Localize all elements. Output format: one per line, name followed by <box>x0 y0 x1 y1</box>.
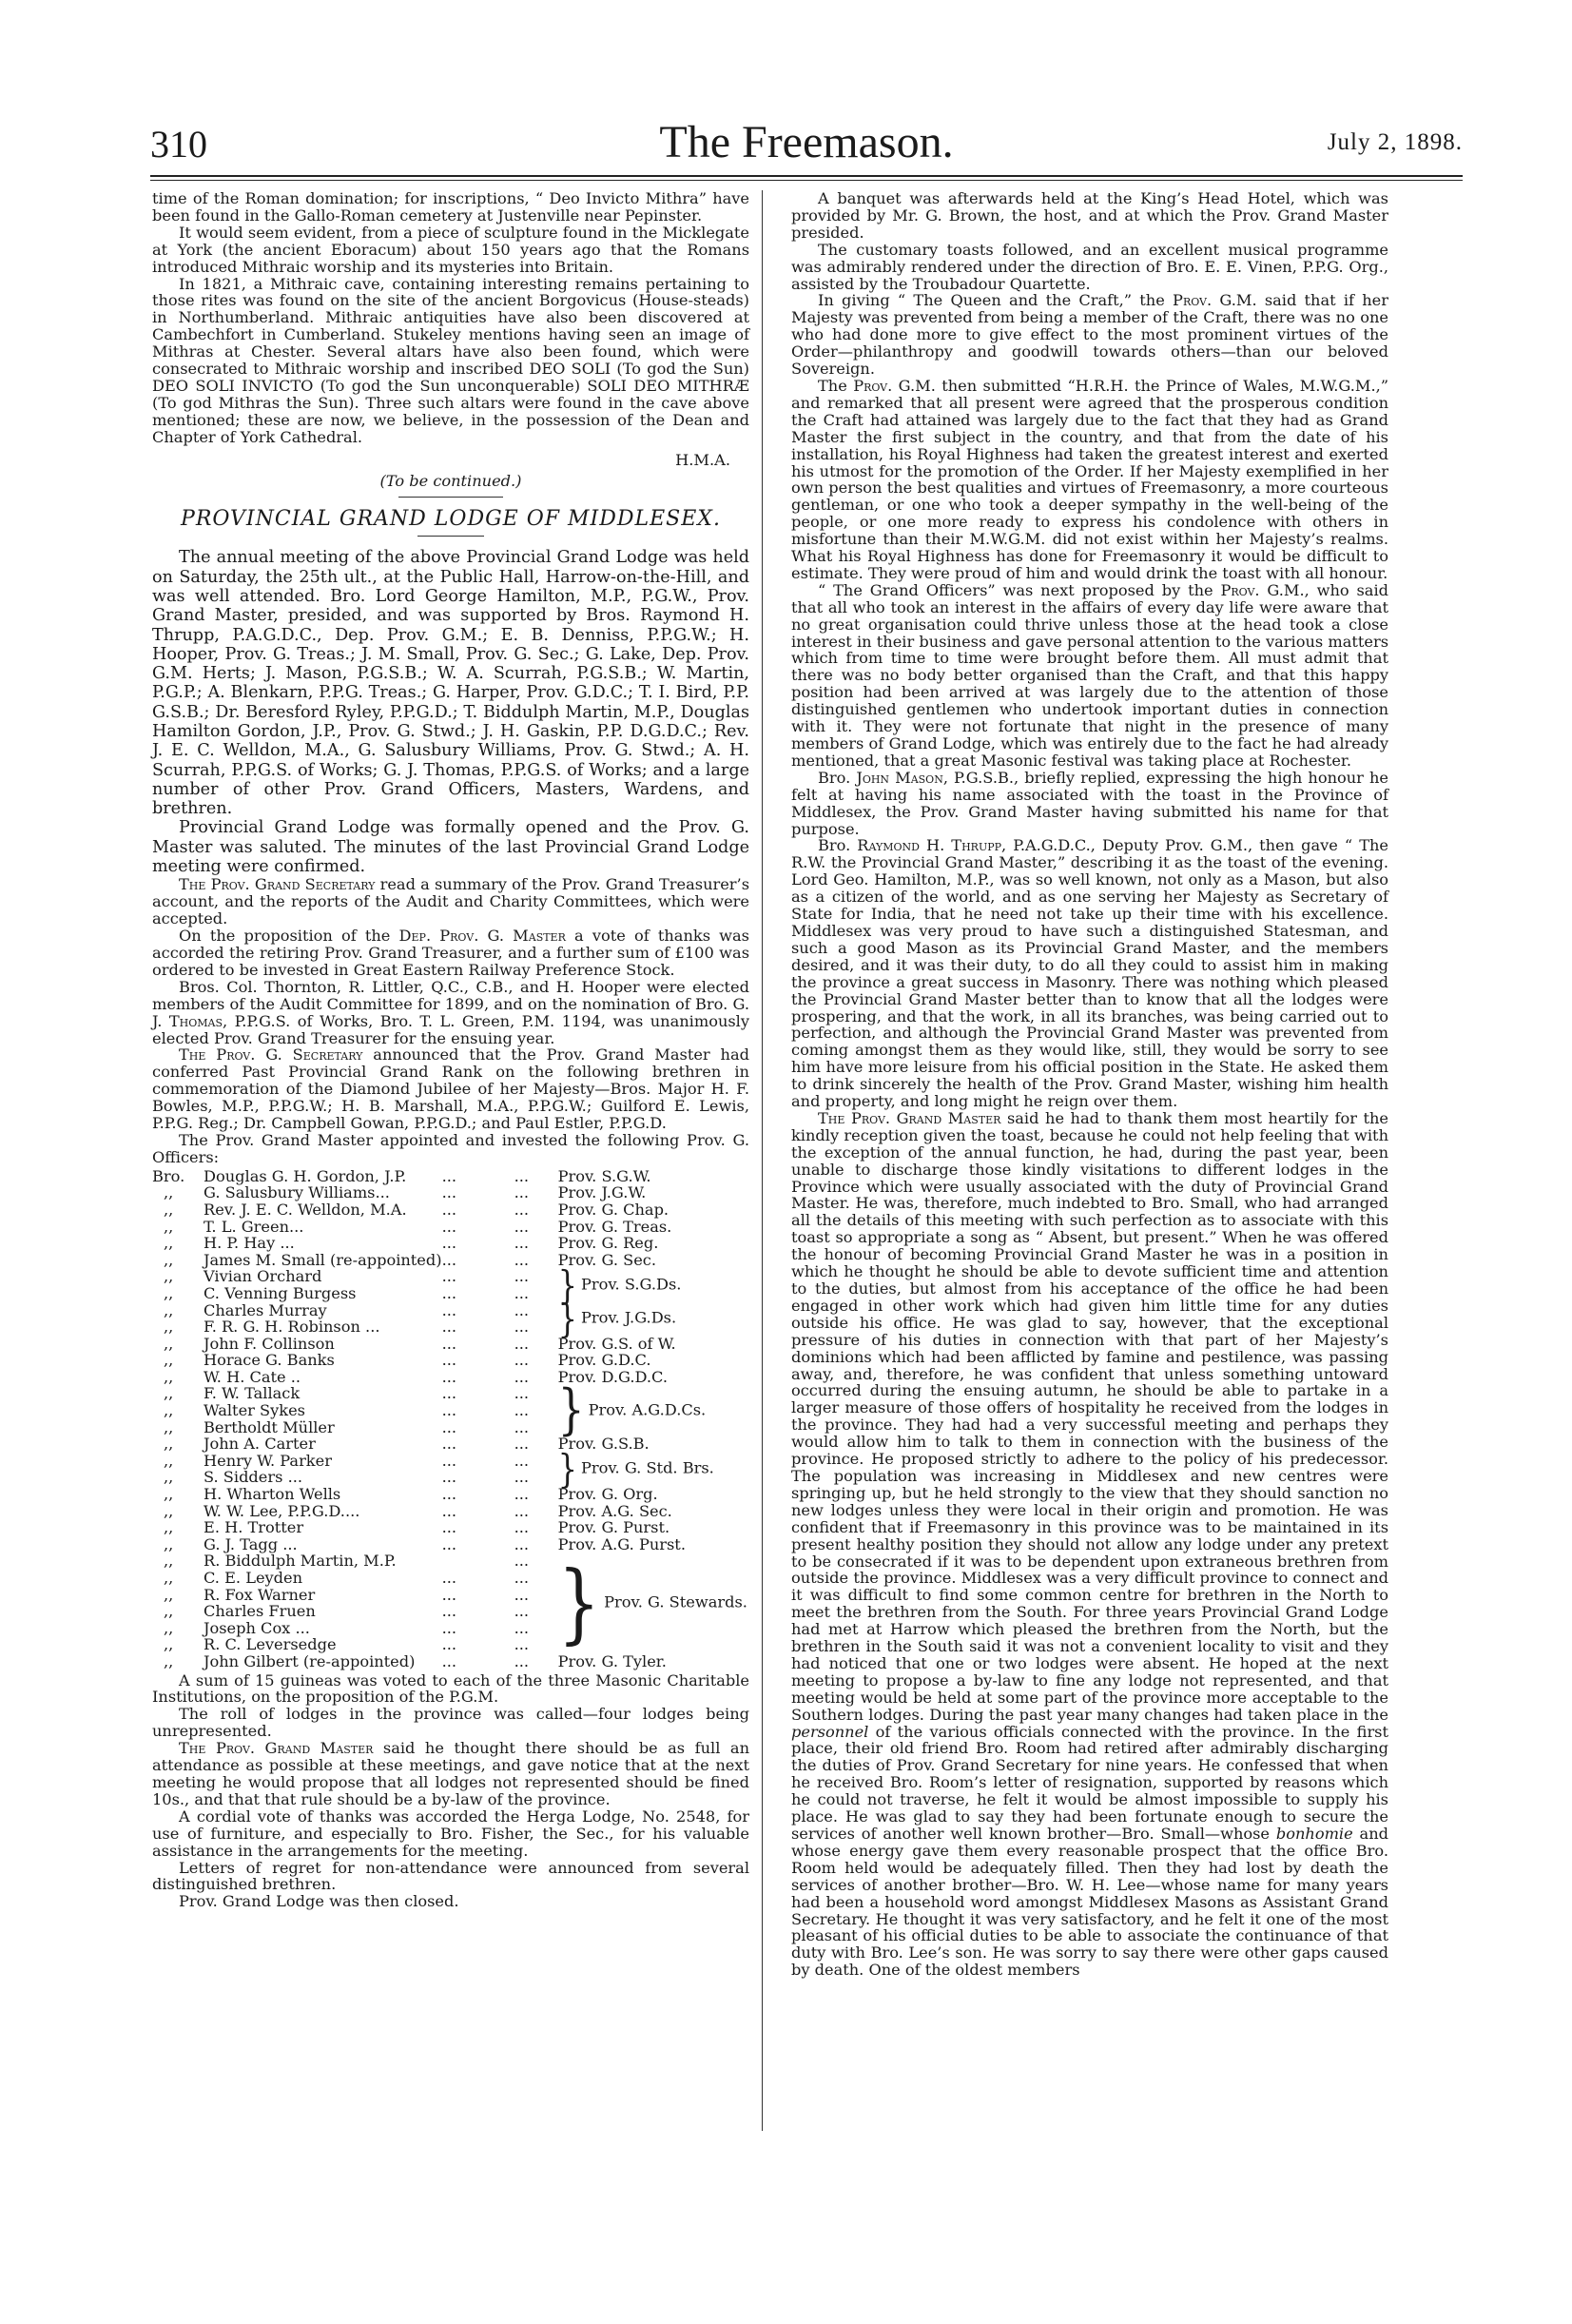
leader-dots: ... <box>514 1451 530 1470</box>
paragraph: The Prov. Grand Master appointed and invested the following Prov. G. Officers: <box>152 1130 749 1166</box>
leader-dots: ... <box>441 1300 457 1319</box>
table-row <box>152 1252 749 1269</box>
paragraph-text: a vote of thanks was accorded the retiring Prov. Grand Treasurer, and a further sum of £100 was ordered to be invested in Great Eastern Railway Preference Stock. <box>152 927 749 979</box>
small-caps-name: Prov. <box>853 376 893 395</box>
ditto-mark: ,, <box>164 1518 174 1537</box>
paragraph-text: Bro. <box>818 768 857 787</box>
ditto-mark: ,, <box>164 1451 174 1470</box>
leader-dots: ... <box>514 1166 530 1185</box>
paragraph-text: On the proposition of the <box>179 927 399 946</box>
officer-title: Prov. G.S. of W. <box>557 1334 676 1353</box>
leader-dots: ... <box>441 1585 457 1604</box>
paragraph-text: announced that the Prov. Grand Master had conferred Past Provincial Grand Rank on the following brethren in commemoration of the Diamond Jubilee of her Majesty—Bros. Major H. F. Bowles, M.P., P.P.G.W.; H. B. Marshall, M.A., P.P.G.W.; Guilford E. Lewis, P.P.G. Reg.; Dr. Campbell Gowan, P.P.G.D.; and Paul Estler, P.P.G.D. <box>152 1045 749 1133</box>
leader-dots: ... <box>514 1283 530 1302</box>
masthead-rule-thin <box>150 180 1463 181</box>
leader-dots: ... <box>514 1468 530 1487</box>
paragraph: In 1821, a Mithraic cave, containing interesting remains pertaining to those rites was found on the site of the ancient Borgovicus (House-steads) in Northumberland. Mithraic antiquities have also been discovered at Cambechfort in Cumberland. Stukeley mentions having seen an image of Mithras at Chester. Several altars have also been found, which were consecrated to Mithraic worship and inscribed DEO SOLI (To god the Sun) DEO SOLI INVICTO (To god the Sun unconquerable) SOLI DEO MITHRÆ (To god Mithras the Sun). Three such altars were found in the cave above mentioned; these are now, we believe, in the possession of the Dean and Chapter of York Cathedral. <box>152 274 749 446</box>
lead-block <box>152 548 749 876</box>
paragraph: time of the Roman domination; for inscriptions, “ Deo Invicto Mithra” have been found in the Gallo-Roman cemetery at Justenville near Pepinster. <box>152 189 749 225</box>
officer-title: Prov. G. Std. Brs. <box>580 1458 714 1477</box>
officer-title: Prov. J.G.Ds. <box>580 1308 677 1327</box>
ditto-mark: ,, <box>164 1217 174 1236</box>
officer-title: Prov. G.S.B. <box>557 1435 650 1454</box>
column-divider <box>762 190 763 2131</box>
leader-dots: ... <box>441 1435 457 1454</box>
ditto-mark: ,, <box>164 1200 174 1219</box>
paragraph-text: Bros. Col. Thornton, R. Littler, Q.C., C.B., and H. Hooper were elected members of the Audit Committee for 1899, and on the nomination of Bro. G. J. <box>152 977 749 1030</box>
paragraph-text: In giving “ The Queen and the Craft,” the <box>818 291 1174 310</box>
small-caps-name: Prov. <box>1173 291 1213 310</box>
page-number: 310 <box>150 123 207 166</box>
leader-dots: ... <box>514 1318 530 1337</box>
paragraph <box>791 582 1388 770</box>
leader-dots: ... <box>441 1351 457 1370</box>
leader-dots: ... <box>441 1200 457 1219</box>
officer-group-title <box>558 1553 749 1653</box>
ditto-mark: ,, <box>164 1534 174 1553</box>
leader-dots: ... <box>441 1468 457 1487</box>
ditto-mark: ,, <box>164 1569 174 1588</box>
leader-dots: ... <box>514 1183 530 1202</box>
table-row <box>152 1168 749 1185</box>
leader-dots: ... <box>441 1485 457 1504</box>
small-caps-name: The Prov. Grand Secretary <box>179 875 376 894</box>
small-caps-name: The Prov. G. Secretary <box>179 1045 363 1064</box>
officer-name: Henry W. Parker <box>204 1451 332 1470</box>
small-caps-name: Dep. Prov. G. Master <box>398 927 566 946</box>
continued-note: (To be continued.) <box>379 471 522 490</box>
paragraph-text: , P.A.G.D.C., Deputy Prov. G.M., then gave “ The R.W. the Provincial Grand Master,” describing it as the toast of the evening. Lord Geo. Hamilton, M.P., was so well known, not only as a Mason, but also as a citizen of the world, and as one serving her Majesty as Secretary of State for India, that he need not take up their time with his excellence. Middlesex was very proud to have such a distinguished Statesman, and such a good Mason as its Provincial Grand Master, and the members desired, and it was their duty, to do all they could to assist him in making the province a great success in Masonry. There was nothing which pleased the Provincial Grand Master better than to know that all the lodges were prospering, and that the work, in all its branches, was being carried out to perfection, and although the Provincial Grand Master was prevented from coming amongst them as they would like, still, they would be sorry to see him have more leisure from his official position in the State. He asked them to drink sincerely the health of the Prov. Grand Master, wishing him health and property, and long might he reign over them. <box>791 836 1389 1111</box>
paragraph: A sum of 15 guineas was voted to each of the three Masonic Charitable Institutions, on the proposition of the P.G.M. <box>152 1670 749 1707</box>
leader-dots: ... <box>441 1267 457 1286</box>
paragraph-text: of the various officials connected with the province. In the first place, their old friend Bro. Room had retired after admirably discharging the duties of Prov. Grand Secretary for nine years. He confessed that when he received Bro. Room’s letter of resignation, supported by reasons which he could not traverse, he felt it would be almost impossible to supply his place. He was glad to say they had been fortunate enough to secure the services of another well known brother—Bro. Small—whose <box>791 1722 1388 1843</box>
leader-dots: ... <box>441 1651 457 1670</box>
officer-title: Prov. S.G.W. <box>557 1166 651 1185</box>
leader-dots: ... <box>514 1367 530 1386</box>
leader-dots: ... <box>441 1635 457 1654</box>
paragraph: A banquet was afterwards held at the King’s Head Hotel, which was provided by Mr. G. Brown, the host, and at which the Prov. Grand Master presided. <box>791 189 1388 242</box>
brace-glyph: } <box>557 1378 585 1442</box>
officer-group-title <box>557 1261 749 1309</box>
officer-title: Prov. G. Purst. <box>557 1518 670 1537</box>
ditto-mark: ,, <box>164 1234 174 1253</box>
officer-title: Prov. G. Reg. <box>557 1234 659 1253</box>
ditto-mark: ,, <box>164 1585 174 1604</box>
leader-dots: ... <box>514 1635 530 1654</box>
leader-dots: ... <box>514 1217 530 1236</box>
ditto-mark: ,, <box>164 1618 174 1637</box>
leader-dots: ... <box>514 1401 530 1420</box>
small-caps-name: The Prov. Grand Master <box>179 1739 374 1758</box>
officer-title: Prov. D.G.D.C. <box>557 1367 669 1386</box>
small-caps-name: The Prov. Grand Master <box>818 1108 1001 1127</box>
table-row <box>152 1369 749 1386</box>
leader-dots: ... <box>441 1569 457 1588</box>
paragraph-text: Bro. <box>818 836 858 855</box>
officer-name: S. Sidders ... <box>204 1468 303 1487</box>
officer-name: W. H. Cate .. <box>204 1367 301 1386</box>
ditto-mark: ,, <box>164 1250 174 1269</box>
officer-name: John Gilbert (re-appointed) <box>204 1651 416 1670</box>
leader-dots: ... <box>441 1401 457 1420</box>
paragraph: The annual meeting of the above Provincial Grand Lodge was held on Saturday, the 25th ult., at the Public Hall, Harrow-on-the-Hill, and was well attended. Bro. Lord George Hamilton, M.P., P.G.W., Prov. Grand Master, presided, and was supported by Bros. Raymond H. Thrupp, P.A.G.D.C., Dep. Prov. G.M.; E. B. Denniss, P.P.G.W.; H. Hooper, Prov. G. Treas.; J. M. Small, Prov. G. Sec.; G. Lake, Dep. Prov. G.M. Herts; J. Mason, P.G.S.B.; W. A. Scurrah, P.G.S.B.; W. Martin, P.G.P.; A. Blenkarn, P.P.G. Treas.; G. Harper, Prov. G.D.C.; T. I. Bird, P.P. G.S.B.; Dr. Beresford Ryley, P.P.G.D.; T. Biddulph Martin, M.P., Douglas Hamilton Gordon, J.P., Prov. G. Stwd.; J. H. Gaskin, P.P. D.G.D.C.; Rev. J. E. C. Welldon, M.A., G. Salusbury Williams, Prov. G. Stwd.; A. H. Scurrah, P.P.G.S. of Works; G. J. Thomas, P.P.G.S. of Works; and a large number of other Prov. Grand Officers, Masters, Wardens, and brethren. <box>152 548 749 819</box>
officer-name: Walter Sykes <box>204 1401 305 1420</box>
officer-name: T. L. Green... <box>204 1217 304 1236</box>
leader-dots: ... <box>514 1602 530 1621</box>
leader-dots: ... <box>514 1552 530 1571</box>
paragraph: Provincial Grand Lodge was formally opened and the Prov. G. Master was saluted. The minutes of the last Provincial Grand Lodge meeting were confirmed. <box>152 818 749 877</box>
right-column <box>791 190 1388 1979</box>
leader-dots: ... <box>514 1267 530 1286</box>
officer-name: Horace G. Banks <box>204 1351 335 1370</box>
leader-dots: ... <box>514 1300 530 1319</box>
leader-dots: ... <box>441 1534 457 1553</box>
leader-dots: ... <box>441 1367 457 1386</box>
officer-title: Prov. J.G.W. <box>557 1183 647 1202</box>
officer-name: W. W. Lee, P.P.G.D.... <box>204 1501 360 1520</box>
ditto-mark: ,, <box>164 1283 174 1302</box>
officer-name: John A. Carter <box>204 1435 316 1454</box>
table-row <box>152 1435 749 1453</box>
article-heading: PROVINCIAL GRAND LODGE OF MIDDLESEX. <box>181 507 721 532</box>
ditto-mark: ,, <box>164 1384 174 1403</box>
leader-dots: ... <box>441 1283 457 1302</box>
table-row <box>152 1336 749 1353</box>
table-row <box>152 1201 749 1219</box>
officer-name: Joseph Cox ... <box>204 1618 310 1637</box>
paragraph <box>791 837 1388 1110</box>
paragraph: Letters of regret for non-attendance were announced from several distinguished brethren. <box>152 1858 749 1894</box>
leader-dots: ... <box>514 1435 530 1454</box>
paragraph: A cordial vote of thanks was accorded the Herga Lodge, No. 2548, for use of furniture, and especially to Bro. Fisher, the Sec., for his valuable assistance in the arrangements for the meeting. <box>152 1806 749 1860</box>
small-caps-name: Raymond H. Thrupp <box>857 836 1002 855</box>
ditto-mark: ,, <box>164 1435 174 1454</box>
leader-dots: ... <box>514 1250 530 1269</box>
officer-name: Charles Murray <box>204 1300 327 1319</box>
leader-dots: ... <box>514 1534 530 1553</box>
leader-dots: ... <box>441 1183 457 1202</box>
leader-dots: ... <box>441 1318 457 1337</box>
table-row <box>152 1553 749 1570</box>
leader-dots: ... <box>514 1518 530 1537</box>
table-row <box>152 1486 749 1503</box>
section-divider <box>398 497 503 498</box>
table-row <box>152 1302 749 1319</box>
leader-dots: ... <box>441 1384 457 1403</box>
author-signature: H.M.A. <box>675 450 730 469</box>
leader-dots: ... <box>514 1651 530 1670</box>
ditto-mark: ,, <box>164 1651 174 1670</box>
table-row <box>152 1503 749 1520</box>
officer-name: R. Fox Warner <box>204 1585 316 1604</box>
paragraph <box>791 770 1388 838</box>
paragraph-text: G.M. said that if her Majesty was prevented from being a member of the Craft, there was no one who had done more to give effect to the most prominent virtues of the Order—philanthropy and goodwill towards others—than our beloved Sovereign. <box>791 291 1388 379</box>
leader-dots: ... <box>441 1250 457 1269</box>
paragraph-text: The <box>818 376 854 395</box>
table-row <box>152 1268 749 1285</box>
paragraph-text: said he had to thank them most heartily for the kindly reception given the toast, because he could not help feeling that with the exception of the annual function, he had, during the past year, been unable to discharge those kindly visitations to different lodges in the Province which were usually associated with the duty of Provincial Grand Master. He was, therefore, much indebted to Bro. Small, who had arranged all the details of this meeting with such perfection as to associate with this toast so appropriate a song as “ Absent, but present.” When he was offered the honour of becoming Provincial Grand Master he was in a position in which he thought he should be able to devote sufficient time and attention to the duties, but almost from his acceptance of the office he had been engaged in other work which had given him little time for any duties outside his office. He was glad to say, however, that the exceptional pressure of his duties in connection with that part of her Majesty’s dominions which had been afflicted by famine and pestilence, was passing away, and, therefore, he was confident that unless something untoward occurred during the ensuing autumn, he should be able to partake in a larger measure of those offers of hospitality he received from the lodges in the province. They had had a very successful meeting and perhaps they would allow him to talk to them in connection with the business of the province. He proposed strictly to adhere to the policy of his predecessor. The population was increasing in Middlesex and new centres were springing up, but he held strongly to the view that they should sanction no new lodges unless they were local in their origin and promotion. He was confident that if Freemasonry in this province was to be maintained in its present healthy position they should not allow any lodge under any pretext to be consecrated if it was to be dependent upon extraneous brethren from outside the province. Middlesex was a very difficult province to connect and it was difficult to find some common centre for brethren in the North to meet the brethren from the South. For three years Provincial Grand Lodge had met at Harrow which pleased the brethren from the North, but the brethren in the South said it was not a convenient locality to visit and they had noticed that one or two lodges were absent. He hoped at the next meeting to propose a by-law to fine any lodge not represented, and that meeting would be held at some part of the province more acceptable to the Southern lodges. During the past year many changes had taken place in the <box>791 1108 1388 1724</box>
ditto-mark: ,, <box>164 1602 174 1621</box>
leader-dots: ... <box>514 1351 530 1370</box>
officer-title: Prov. A.G. Purst. <box>557 1534 686 1553</box>
officer-group-title <box>557 1378 749 1442</box>
masthead <box>150 116 1463 173</box>
officer-name: F. W. Tallack <box>204 1384 301 1403</box>
ditto-mark: ,, <box>164 1485 174 1504</box>
leader-dots: ... <box>441 1334 457 1353</box>
paragraph-text: and whose energy gave them every reasonable prospect that the office Bro. Room held would be adequately filled. Then they had lost by death the services of another brother—Bro. W. H. Lee—whose name for many years had been a household word amongst Middlesex Masons as Assistant Grand Secretary. He thought it was very satisfactory, and he felt it one of the most pleasant of his official duties to be able to associate the continuance of that duty with Bro. Lee’s son. He was sorry to say there were other gaps caused by death. One of the oldest members <box>791 1825 1388 1980</box>
ditto-mark: ,, <box>164 1552 174 1571</box>
paragraph <box>152 1046 749 1132</box>
officers-table <box>152 1168 749 1670</box>
paragraph: The roll of lodges in the province was called—four lodges being unrepresented. <box>152 1705 749 1741</box>
ditto-mark: ,, <box>164 1334 174 1353</box>
brace-glyph: } <box>557 1552 601 1654</box>
paragraph <box>791 378 1388 582</box>
newspaper-title: The Freemason. <box>659 117 954 167</box>
paragraph <box>152 979 749 1047</box>
italic-word: personnel <box>791 1722 869 1741</box>
leader-dots: ... <box>441 1451 457 1470</box>
paragraph <box>152 1740 749 1808</box>
paragraph-text: , P.P.G.S. of Works, Bro. T. L. Green, P.M. 1194, was unanimously elected Prov. Grand Treasurer for the ensuing year. <box>152 1011 749 1047</box>
paragraph-text: “ The Grand Officers” was next proposed by the <box>818 580 1221 599</box>
officer-name: H. Wharton Wells <box>204 1485 341 1504</box>
leader-dots: ... <box>441 1217 457 1236</box>
heading-underline <box>417 536 484 537</box>
left-column <box>152 190 749 1910</box>
leader-dots: ... <box>514 1569 530 1588</box>
ditto-mark: ,, <box>164 1183 174 1202</box>
officer-title: Prov. S.G.Ds. <box>580 1275 682 1294</box>
leader-dots: ... <box>441 1602 457 1621</box>
ditto-mark: ,, <box>164 1635 174 1654</box>
leader-dots: ... <box>514 1234 530 1253</box>
officer-title: Prov. G. Sec. <box>557 1250 656 1269</box>
officer-name: R. C. Leversedge <box>204 1635 337 1654</box>
paragraph <box>152 928 749 979</box>
ditto-mark: ,, <box>164 1300 174 1319</box>
paragraph: It would seem evident, from a piece of sculpture found in the Micklegate at York (the ancient Eboracum) about 150 years ago that the Romans introduced Mithraic worship and its mysteries into Britain. <box>152 223 749 276</box>
paragraph-text: said he thought there should be as full an attendance as possible at these meetings, and gave notice that at the next meeting he would propose that all lodges not represented should be fined 10s., and that that rule should be a by-law of the province. <box>152 1739 750 1808</box>
officer-title: Prov. G.D.C. <box>557 1351 651 1370</box>
leader-dots: ... <box>514 1334 530 1353</box>
leader-dots: ... <box>514 1200 530 1219</box>
leader-dots: ... <box>514 1501 530 1520</box>
officer-title: Prov. G. Chap. <box>557 1200 670 1219</box>
paragraph <box>791 292 1388 378</box>
officer-name: R. Biddulph Martin, M.P. <box>204 1552 397 1571</box>
leader-dots: ... <box>514 1485 530 1504</box>
officer-name: E. H. Trotter <box>204 1518 304 1537</box>
table-row <box>152 1536 749 1553</box>
leader-dots: ... <box>441 1618 457 1637</box>
leader-dots: ... <box>441 1518 457 1537</box>
brace-glyph: } <box>557 1261 577 1309</box>
leader-dots: ... <box>514 1417 530 1436</box>
small-caps-name: Prov. <box>1220 580 1260 599</box>
masthead-rule <box>150 175 1463 177</box>
officer-name: Douglas G. H. Gordon, J.P. <box>204 1166 407 1185</box>
paragraph: The customary toasts followed, and an excellent musical programme was admirably rendered under the direction of Bro. E. E. Vinen, P.P.G. Org., assisted by the Troubadour Quartette. <box>791 240 1388 293</box>
paragraph-text: G.M., who said that all who took an interest in the affairs of every day life were aware that no great organisation could thrive unless those at the head took a close interest in their business and gave personal attention to the various matters which from time to time were brought before them. All must admit that there was no body better organised than the Craft, and that this happy position had been arrived at was largely due to the attention of those distinguished gentlemen who undertook important duties in connection with it. They were not fortunate that night in the presence of many members of Grand Lodge, which was entirely due to the fact he had already mentioned, that a great Masonic festival was taking place at Rochester. <box>791 580 1388 770</box>
officer-name: James M. Small (re-appointed) <box>204 1250 442 1269</box>
officer-title: Prov. G. Tyler. <box>557 1651 667 1670</box>
italic-word: bonhomie <box>1275 1825 1353 1843</box>
brace-glyph: } <box>557 1445 577 1494</box>
officer-group-title <box>557 1445 749 1494</box>
small-caps-name: John Mason <box>856 768 943 787</box>
ditto-mark: ,, <box>164 1468 174 1487</box>
ditto-mark: ,, <box>164 1417 174 1436</box>
officer-name: F. R. G. H. Robinson ... <box>204 1318 380 1337</box>
officer-name: C. E. Leyden <box>204 1569 303 1588</box>
small-caps-name: Thomas <box>168 1011 223 1030</box>
paragraph <box>152 876 749 928</box>
leader-dots: ... <box>514 1618 530 1637</box>
officer-title: Prov. A.G. Sec. <box>557 1501 672 1520</box>
leader-dots: ... <box>441 1166 457 1185</box>
officer-name: G. J. Tagg ... <box>204 1534 298 1553</box>
officer-name: Rev. J. E. C. Welldon, M.A. <box>204 1200 407 1219</box>
paragraph-text: G.M. then submitted “H.R.H. the Prince of Wales, M.W.G.M.,” and remarked that all present were agreed that the prosperous condition the Craft had attained was largely due to the fact that they had as Grand Master the first subject in the country, and that from the date of his installation, his Royal Highness had taken the greatest interest and exerted his utmost for the promotion of the Order. If her Majesty exemplified in her own person the best qualities and virtues of Freemasonry, a more courteous gentleman, or one who took a deeper sympathy in the well-being of the people, or one more ready to express his condolence with others in misfortune than their M.W.G.M. did not exist within her Majesty’s realms. What his Royal Highness has done for Freemasonry it would be difficult to estimate. They were proud of him and would drink the toast with all honour. <box>791 376 1389 582</box>
ditto-mark: ,, <box>164 1401 174 1420</box>
officer-name: G. Salusbury Williams... <box>204 1183 390 1202</box>
table-row <box>152 1352 749 1369</box>
officer-name: Vivian Orchard <box>204 1267 322 1286</box>
leader-dots: ... <box>441 1417 457 1436</box>
officer-name: H. P. Hay ... <box>204 1234 295 1253</box>
table-row <box>152 1184 749 1201</box>
officer-group-title <box>557 1295 749 1342</box>
table-row <box>152 1519 749 1536</box>
leader-dots: ... <box>514 1384 530 1403</box>
table-row <box>152 1653 749 1670</box>
ditto-mark: ,, <box>164 1501 174 1520</box>
officer-title: Prov. G. Org. <box>557 1485 658 1504</box>
officer-name: Charles Fruen <box>204 1602 316 1621</box>
paragraph-text: , P.G.S.B., briefly replied, expressing the high honour he felt at having his name associated with the toast in the Province of Middlesex, the Prov. Grand Master having submitted his name for that purpose. <box>791 768 1388 838</box>
leader-dots: ... <box>441 1501 457 1520</box>
leader-dots: ... <box>441 1234 457 1253</box>
ditto-mark: ,, <box>164 1267 174 1286</box>
officer-title: Prov. G. Stewards. <box>604 1592 747 1611</box>
ditto-mark: ,, <box>164 1318 174 1337</box>
paragraph-text: read a summary of the Prov. Grand Treasurer’s account, and the reports of the Audit and Charity Committees, which were accepted. <box>152 875 750 928</box>
leader-dots: ... <box>514 1585 530 1604</box>
paragraph <box>791 1110 1388 1979</box>
table-row <box>152 1385 749 1402</box>
officer-name: C. Venning Burgess <box>204 1283 357 1302</box>
prefix: Bro. <box>152 1166 185 1185</box>
ditto-mark: ,, <box>164 1367 174 1386</box>
brace-glyph: } <box>557 1295 577 1342</box>
officer-name: John F. Collinson <box>204 1334 335 1353</box>
table-row <box>152 1235 749 1252</box>
issue-date: July 2, 1898. <box>1327 129 1463 155</box>
paragraph: Prov. Grand Lodge was then closed. <box>179 1892 459 1911</box>
officer-title: Prov. A.G.D.Cs. <box>588 1400 707 1419</box>
ditto-mark: ,, <box>164 1351 174 1370</box>
table-row <box>152 1219 749 1236</box>
table-row <box>152 1453 749 1470</box>
officer-name: Bertholdt Müller <box>204 1417 335 1436</box>
officer-title: Prov. G. Treas. <box>557 1217 672 1236</box>
